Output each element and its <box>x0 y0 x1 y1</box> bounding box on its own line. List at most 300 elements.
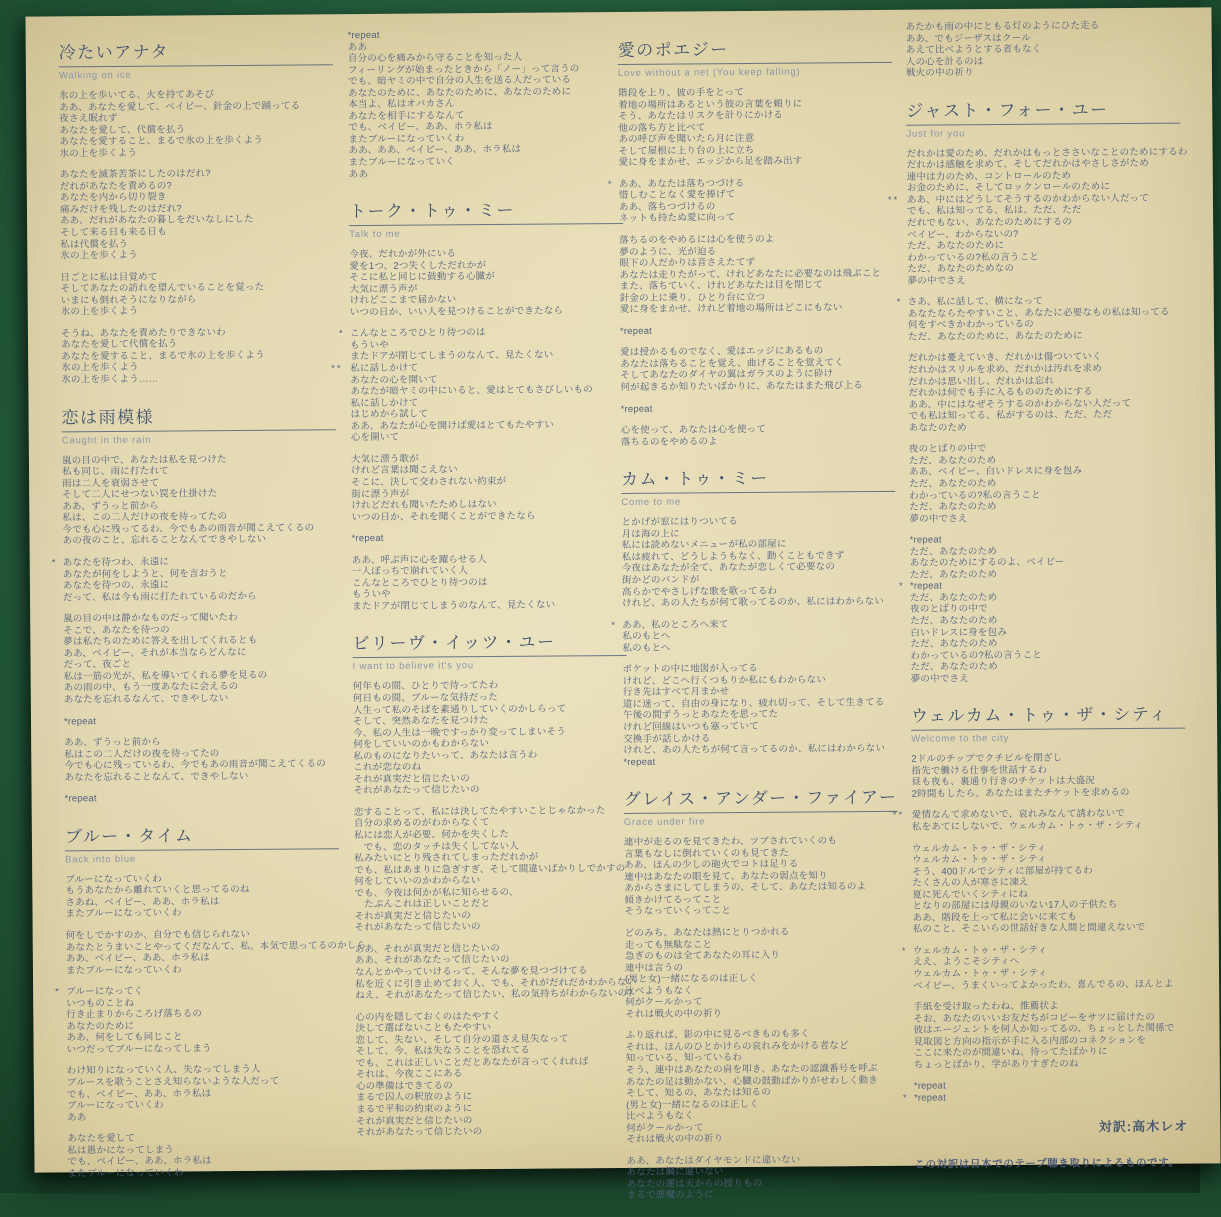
stanza <box>62 453 337 548</box>
song-title: ジャスト・フォー・ユー <box>906 94 1180 125</box>
stanza <box>65 928 367 977</box>
lyric-line: 夏に死んでいくシティにね <box>912 888 1029 901</box>
stanza <box>64 735 338 783</box>
lyric-line: あなたならたやすいこと、あなたに必要なもの私は知ってる <box>907 306 1170 320</box>
lyric-line: あたかも雨の中にともる灯のようにひた走る <box>905 20 1100 33</box>
lyric-line: 月は海の上に <box>621 528 680 540</box>
lyric-line: けれど回線はいつも塞っていて <box>623 720 759 733</box>
lyric-line: 連中が走るのを見てきたわ、ツブされていくのも <box>623 835 838 849</box>
lyric-line: 氷の上を歩くよう <box>60 306 139 318</box>
song-title: トーク・トゥ・ミー <box>349 195 623 226</box>
lyric-line: 氷の上を歩いてる、火を持てあそび <box>59 89 215 102</box>
lyric-line: * ああ、私のところへ来て <box>611 618 729 631</box>
lyric-columns <box>25 7 1220 1202</box>
lyric-line: 見取図と方向の指示が手に入る内部のコネクションを <box>913 1034 1147 1048</box>
lyric-line: お金のために、そしてロックンロールのために <box>906 181 1111 195</box>
song-title: グレイス・アンダー・ファイアー <box>624 783 898 814</box>
lyric-line: 階段を上り、彼の手をとって <box>618 87 745 100</box>
lyric-line: それは戦火の中の祈り <box>625 1008 723 1020</box>
song-subtitle: Come to me <box>621 496 682 509</box>
lyric-line: あなたのために <box>66 1020 135 1033</box>
lyric-line: そして来る日も来る日も <box>60 226 167 239</box>
chorus-marker: * <box>55 986 60 998</box>
lyric-line: ただ、あなたのため <box>910 591 998 604</box>
lyric-line: だって、私は今も雨に打たれているのだから <box>62 590 257 603</box>
stanza <box>65 791 339 805</box>
lyric-line: たぶんこれは正しいことだと <box>354 898 491 911</box>
lyric-line: あの夜のこと、忘れることなんてできやしない <box>62 534 267 547</box>
lyric-line: でも、これは正しいことだとあなたが言ってくれれば <box>355 1056 589 1069</box>
lyric-line: 愛に身をまかせ、けれど着地の場所はどこにもない <box>619 302 843 316</box>
lyric-line: 私みたいにとり残されてしまっただれかが <box>354 851 539 865</box>
lyric-line: 決して選ばないこともたやすい <box>355 1022 492 1035</box>
lyric-line: 行き先はすべて月まかせ <box>622 686 730 699</box>
lyric-line: 針金の上に乗り、ひとり台に立つ <box>619 291 766 304</box>
lyric-line: ああ、それが真実だと信じたいの <box>354 942 500 956</box>
lyric-line: * *repeat <box>902 1092 947 1104</box>
chorus-marker: * <box>51 557 56 569</box>
stanza <box>912 841 1187 936</box>
lyric-line: ブルーになっていくわ <box>65 873 162 886</box>
lyric-line: そお、あなたのいいお友だちがコピーをサツに届けたの <box>913 1011 1155 1025</box>
lyric-line: あえて比べようとする者もなく <box>905 43 1042 56</box>
lyric-line: あなたのためにするのよ、ベイビー <box>909 556 1065 569</box>
lyric-line: * さあ、私に話して、横になって <box>896 295 1044 309</box>
lyric-line: 連中はあなたの眼を見て、あなたの弱点を知り <box>624 870 828 883</box>
chorus-marker: ** <box>331 363 343 375</box>
lyric-line: ただ、あなたのためなの <box>907 263 1015 275</box>
lyric-line: 午後の間ずうっとあなたを思ってた <box>622 709 779 722</box>
lyric-line: ああ、あなたが心を開けば愛はとてもたやすい <box>350 419 555 432</box>
stanza <box>354 805 629 934</box>
stanza <box>621 515 896 610</box>
stanza <box>67 1064 341 1124</box>
lyric-line: でも、私は知ってる、私は、ただ、ただ <box>906 204 1082 218</box>
lyric-line: でも、ベイビー、ああ、ホラ私は <box>67 1155 212 1168</box>
lyric-line: ああ、あなたはダイヤモンドに違いない <box>626 1154 801 1167</box>
lyric-line: 昼も夜も、裏通り行きのチケットは大盛況 <box>911 775 1096 789</box>
lyric-line: あなたが何をしようと、何を言おうと <box>62 567 228 580</box>
lyric-line: あなたは落ちることを覚え、曲げることを覚えてく <box>620 357 844 370</box>
chorus-marker: * <box>611 619 616 631</box>
lyric-line: 氷の上を歩くよう…… <box>61 373 159 386</box>
lyric-line: 私のもとへ <box>622 630 671 643</box>
song-subtitle: Love without a net (You keep falling) <box>617 66 801 80</box>
lyric-line: ただ、あなたのために <box>907 240 1005 252</box>
lyric-line: それが真実だと信じたいの <box>353 773 470 785</box>
lyric-line: *repeat <box>63 715 97 727</box>
lyric-line: だれかは感触を求めて、そしてだれかはやさしさがため <box>906 158 1150 172</box>
lyric-line: ああ、あなたを愛して、ベイビー、針金の上で踊ってる <box>59 100 301 113</box>
lyric-line: *repeat <box>909 534 942 546</box>
song-block <box>331 195 626 613</box>
lyric-line: *repeat <box>913 1080 946 1093</box>
lyric-line: 雨は二人を衰弱させて <box>62 477 160 490</box>
lyric-line: あなたを愛すること、まるで氷の上を歩くよう <box>59 135 264 148</box>
lyric-line: 2時間もしたら、あなたはまたチケットを求めるの <box>911 786 1130 800</box>
lyric-line: 氷の上を歩くよう <box>59 147 138 160</box>
lyric-line: そしてあなたの訪れを望んでいることを覚った <box>60 282 265 295</box>
lyric-line: またブルーになっていくわ <box>348 133 465 146</box>
lyric-line: そして、知るの、あなたは知るの <box>625 1086 771 1100</box>
lyric-line: そう、あなたはリスクを計りにかける <box>618 109 784 123</box>
stanza <box>892 808 1186 833</box>
lyric-line: だれかは思い出し、だれかは忘れ <box>908 375 1054 388</box>
lyric-line: ただ、あなたのため <box>910 638 998 650</box>
stanza <box>353 679 628 797</box>
stanza <box>65 872 339 920</box>
lyric-line: もういや <box>351 589 391 601</box>
lyric-line: それがあなたって信じたいの <box>356 1126 483 1139</box>
stanza <box>909 442 1184 525</box>
stanza <box>621 401 895 415</box>
lyric-line: 今、私の人生は一晩ですっかり変ってしまいそう <box>353 726 566 739</box>
lyric-line: そこに、決して交わされない約束が <box>351 475 507 489</box>
lyric-line: ちょっとばかり、学がありすぎたのね <box>913 1058 1079 1071</box>
lyric-line: あなたのため <box>908 422 967 434</box>
song-title: 愛のポエジー <box>618 34 892 65</box>
lyric-line: ネットも持たぬ愛に向って <box>619 212 736 225</box>
lyric-line: でも、ベイビー、ああ、ホラ私は <box>348 121 493 134</box>
lyric-line: 街かどのバンドが <box>621 574 700 586</box>
lyric-line: けれど、あの人たちが何て歌ってるのか、私にはわからない <box>622 595 885 610</box>
lyric-line: ああ、中にはなぜそうするのかわからない人だって <box>908 397 1132 411</box>
lyric-line: ウェルカム・トゥ・ザ・シティ <box>912 967 1048 980</box>
lyric-line: *repeat <box>619 325 653 337</box>
lyric-line: 何日もの間、ブルーな気持だった <box>352 691 499 705</box>
lyric-line: ああ、ああ、ベイビー、ああ、ホラ私は <box>348 144 522 157</box>
lyric-line: ** 愛情なんて求めないで、哀れみなんて誘わないで <box>892 808 1126 822</box>
cont-block <box>348 28 623 180</box>
lyric-line: 氷の上を歩くよう <box>60 249 139 262</box>
lyric-line: 人生って私のそばを素通りしていくのかしらって <box>352 702 567 716</box>
lyric-line: なんとかやっていけるって、そんな夢を見つづけてる <box>354 965 588 979</box>
lyric-line: 恋して、失ない、そして自分の道さえ見失なって <box>355 1033 569 1046</box>
lyric-line: * ああ、あなたは落ちつづける <box>607 177 745 190</box>
lyric-line: ただ、あなたのため <box>910 615 998 627</box>
lyric-line: あなたを忘れるなんて、できやしない <box>63 693 229 706</box>
song-subtitle: Back into blue <box>65 853 137 866</box>
lyric-line: ああ、ベイビー、それが本当ならどんなに <box>63 646 247 660</box>
lyric-line: ああ <box>348 168 369 180</box>
stanza <box>624 835 899 918</box>
lyric-line: そこに私と同じに鼓動する心臓が <box>349 271 496 284</box>
lyric-column <box>607 10 900 1212</box>
lyric-line: だれでもない、あなたのためにするの <box>907 216 1073 229</box>
lyric-line: 何をしでかすのか、自分でも信じられない <box>65 928 251 942</box>
song-block <box>352 627 637 1139</box>
translation-note: この対訳は日本でのテープ聴き取りによるものです。 <box>914 1157 1180 1172</box>
song-block <box>624 783 901 1202</box>
lyric-line: 私をあてにしないで、ウェルカム・トゥ・ザ・シティ <box>911 819 1144 833</box>
lyric-line: ベイビー、うまくいってよかったわ、喜んでるの、ほんとよ <box>913 978 1174 992</box>
stanza <box>913 1000 1188 1071</box>
stanza <box>898 533 1185 685</box>
lyric-line: でも、恋のタッチは失くしてない人 <box>353 840 519 853</box>
lyric-line: またブルーになっていくわ <box>67 1167 184 1180</box>
lyric-line: 心の内を隠しておくのはたやすく <box>355 1010 501 1023</box>
stanza <box>63 611 338 706</box>
lyric-line: ブルーになっていくわ <box>66 1099 164 1112</box>
stanza <box>64 714 338 728</box>
lyric-line: 自分の心を痛みから守ることを知った人 <box>347 51 523 65</box>
lyric-line: 自分の求めるのがわからなくて <box>353 817 490 830</box>
stanza <box>625 926 900 1021</box>
song-title: ブルー・タイム <box>65 820 339 851</box>
lyric-line: ここに来たのが間違いね、待ってたばかりに <box>913 1046 1108 1060</box>
song-block <box>59 36 336 386</box>
lyric-line: 愛に身をまかせ、エッジから足を踏み出す <box>618 155 803 169</box>
lyric-line: 戦火の中の祈り <box>905 67 974 79</box>
lyric-line: わかっているの?私の言うこと <box>907 251 1040 264</box>
lyric-line: 愛は授かるものでなく、愛はエッジにあるもの <box>620 345 824 359</box>
stanza <box>611 617 896 654</box>
stanza <box>621 423 895 448</box>
stanza <box>352 553 626 613</box>
lyric-line: いまにも倒れそうになりながら <box>60 294 197 307</box>
lyric-line: 何をすべきかわかっているの <box>907 319 1034 332</box>
song-block <box>892 700 1188 1104</box>
lyric-line: ああ、呼ぶ声に心を躍らせる人 <box>351 553 487 566</box>
lyric-line: ああ、だれがあなたの暮しをだいなしにした <box>60 214 254 227</box>
stanza <box>619 233 894 316</box>
chorus-marker: * <box>896 297 901 309</box>
lyric-line: またブルーになっていく <box>348 156 456 169</box>
lyric-line: とかげが窓にはりついてる <box>621 516 738 529</box>
lyric-line: 氷の上を歩くよう <box>61 362 139 374</box>
stanza <box>618 86 893 169</box>
lyric-line: 夢の中でさえ <box>909 512 968 525</box>
lyric-line: * あなたを待つわ、永遠に <box>51 556 170 569</box>
lyric-line: 連中は力のため、コントロールのため <box>906 170 1072 183</box>
lyric-column <box>331 12 637 1149</box>
lyric-line: ** 私に話しかけて <box>331 362 419 375</box>
lyric-line: 私を近くに引き止めておく人、でも、それがだれだかわからない <box>355 976 637 990</box>
lyric-line: ただ、あなたのため <box>910 661 998 673</box>
lyric-line: ** ああ、中にはどうしてそうするのかわからない人だって <box>887 192 1150 206</box>
stanza <box>911 752 1185 800</box>
lyric-line: わけ知りになっていく人、失なってしまう人 <box>66 1064 261 1077</box>
lyric-line: ああ <box>347 41 368 53</box>
lyric-line: まるで平和の約束のように <box>356 1103 473 1116</box>
lyric-line: 交換手が話しかける <box>623 732 711 745</box>
lyric-line: 夢のように、光が迫る <box>619 245 717 258</box>
lyric-line: * *repeat <box>898 580 943 593</box>
lyric-line: ブルースを歌うことさえ知らないような人だって <box>66 1075 280 1089</box>
lyric-line: 落ちるのをやめるには心を使うのよ <box>619 233 775 247</box>
chorus-marker: * <box>898 581 903 593</box>
chorus-marker: * <box>338 328 343 340</box>
lyric-line: 夜さえ眠れず <box>59 113 118 125</box>
lyric-line: でも、私はあまりに急ぎすぎ、そして間違いばかりしでかすの <box>354 862 626 876</box>
stanza <box>906 20 1180 80</box>
lyric-line: だって、夜ごと <box>63 659 132 671</box>
song-title: ビリーヴ・イッツ・ユー <box>352 627 626 658</box>
lyric-line: 恋することって、私には決してたやすいことじゃなかった <box>353 805 606 819</box>
lyric-line: 私には恋人が必要、何かを失くした <box>353 828 510 842</box>
lyric-line: 嵐の目の中で、あなたは私を見つけた <box>61 453 227 466</box>
lyric-line: でも私は知ってる、私がするのは、ただ、ただ <box>908 409 1113 422</box>
song-subtitle: Just for you <box>906 128 966 140</box>
lyric-line: ベイビー、わからないの? <box>907 228 1019 241</box>
stanza <box>51 555 337 603</box>
lyric-line: 落ちるのをやめるのよ <box>620 435 718 448</box>
song-title: ウェルカム・トゥ・ザ・シティ <box>911 700 1185 731</box>
lyric-line: だれかは愛のため、だれかはもっとささいなことのためにするわ <box>906 146 1188 160</box>
song-subtitle: Welcome to the city <box>911 733 1010 745</box>
lyric-line: そして、突然あなたを見つけた <box>352 715 489 728</box>
lyric-line: だれがあなたを責めるの? <box>59 180 173 193</box>
song-block <box>611 463 897 768</box>
lyric-line: ええ、ようこそシティへ <box>912 956 1020 969</box>
lyric-line: ただ、あなたのため <box>909 545 998 558</box>
lyric-line: 何をしていいのかわからない <box>354 875 481 888</box>
lyric-line: ああ、ベイビー、白いドレスに身を包み <box>909 465 1083 479</box>
stanza <box>55 984 341 1056</box>
lyric-line: あなたの心を開いて <box>350 374 438 386</box>
lyric-line: そう、連中はあなたの肩を叩き、あなたの認識番号を呼ぶ <box>625 1063 878 1076</box>
lyric-line: ああ、ベイビー、ああ、ホラ私は <box>65 952 210 965</box>
lyric-line: 心を使って、あなたは心を使って <box>620 423 767 437</box>
lyric-column <box>51 14 367 1189</box>
lyric-line: また、落ちていく、けれどあなたは目を閉じて <box>619 279 824 293</box>
song-subtitle: Walking on ice <box>58 69 132 82</box>
lyric-line: 何がクールかって <box>626 1122 704 1134</box>
stanza <box>349 247 624 318</box>
lyric-line: そしてあなたのダイヤの翼はガラスのように砕け <box>620 368 834 382</box>
lyric-line: 走っても無駄なこと <box>624 938 713 951</box>
lyric-line: 何をしていいのかもわからない <box>353 738 490 751</box>
lyric-line: いつの日か、それを聞くことができたなら <box>351 510 536 523</box>
lyric-line: どのみち、あなたは熱にとりつかれる <box>624 926 790 939</box>
lyric-line: そうなっていくってこと <box>624 905 732 918</box>
lyric-line: それがあなたって信じたいの <box>353 784 480 797</box>
lyric-line: そこで、あなたを待つの <box>63 624 170 637</box>
song-block <box>607 34 895 448</box>
lyric-line: 何が起きるか知りたいばかりに、あなたはまた飛び上る <box>620 380 863 394</box>
lyric-line: 手紙を受け取ったわね、推薦状よ <box>913 1000 1059 1013</box>
lyric-line: 愛を1つ、2つ失くしただれかが <box>349 259 487 272</box>
lyric-line: 私のもとへ <box>622 642 671 654</box>
lyric-line: 夜のとばりの中で <box>910 603 988 616</box>
lyric-line: 行き止まりからころげ落ちるの <box>66 1008 203 1021</box>
lyric-line: 連中は言うの <box>624 962 684 974</box>
lyric-line: いつだってブルーになってしまう <box>66 1043 212 1056</box>
lyric-line: 大気に漂う歌が <box>350 453 419 465</box>
lyric-line: 私には読めないメニューが私の部屋に <box>621 539 787 552</box>
lyric-line: ただ、あなたのため <box>909 478 997 490</box>
lyric-line: そして、今、私は失なうことを恐れてる <box>355 1045 531 1058</box>
lyric-line: あなたを忘れることなんて、できやしない <box>64 770 249 784</box>
lyric-line: だれかはスリルを求め、だれかは汚れを求め <box>908 363 1102 376</box>
lyric-line: 彼はエージェントを何人か知ってるの、ちょっとした関係で <box>913 1022 1175 1036</box>
lyric-line: 夢の中でさえ <box>907 275 966 287</box>
lyric-line: 白いドレスに身を包み <box>910 626 1008 639</box>
lyric-line: それが真実だと信じたいの <box>354 910 472 922</box>
lyric-line: ただ、あなたのため <box>909 568 998 581</box>
lyric-line: そうね、あなたを責めたりできないわ <box>60 326 226 340</box>
lyric-line: さあね、ベイビー、ああ、ホラ私は <box>65 896 220 909</box>
lyric-line: 今夜はあなたが全て、あなたが恋しくて必要なの <box>621 561 836 575</box>
lyric-line: もうあなたから離れていくと思ってるのね <box>65 884 250 897</box>
lyric-line: あなたの足は動かない、心臓の鼓動ばかりがせわしく動き <box>625 1074 879 1088</box>
lyric-line: ああ、何をしても同じこと <box>66 1031 183 1044</box>
lyric-line: 街に漂う声が <box>351 488 410 500</box>
lyric-line: 指先で働ける仕事を世話するわ <box>911 764 1048 777</box>
lyric-line: こんなところでひとり待つのは <box>351 576 488 589</box>
stanza <box>354 942 637 1002</box>
lyric-line: 痛みだけを残したのはだれ? <box>59 203 182 216</box>
chorus-marker: ** <box>892 810 905 822</box>
lyric-line: 私は疲れて、どうしようもなく、動くこともできず <box>621 550 845 563</box>
lyric-sheet-paper <box>25 7 1220 1202</box>
lyric-line: 急ぎのものは全てあなたの耳に入り <box>624 949 781 963</box>
lyric-line: 人の心を計るのは <box>905 55 984 68</box>
lyric-line: あなたを滅茶苦茶にしたのはだれ? <box>59 168 211 181</box>
stanza <box>626 1154 900 1202</box>
lyric-line: これが恋なのね <box>353 761 422 774</box>
stanza <box>331 326 625 444</box>
stanza <box>908 351 1183 434</box>
lyric-line: あの呼び声を聞いたら月に注意 <box>618 133 755 146</box>
lyric-line: 何年もの間、ひとりで待ってたわ <box>352 680 499 693</box>
lyric-line: 2ドルのチップでクチビルを閉ざし <box>911 752 1063 765</box>
song-title: カム・トゥ・ミー <box>621 463 895 494</box>
song-subtitle: Talk to me <box>349 228 401 241</box>
lyric-line: あなたを相手にするなんて <box>348 110 465 122</box>
lyric-line: けれど、どこへ行くつもりか私にもわからない <box>622 674 827 687</box>
lyric-line: ポケットの中に地図が入ってる <box>622 663 758 676</box>
lyric-line: あなたの運は天からの授りもの <box>626 1177 763 1190</box>
lyric-line: またドアが閉じてしまうのなんて、見たくない <box>350 350 554 363</box>
lyric-line: 比べようもなく <box>625 985 694 997</box>
lyric-line: けれどここまで届かない <box>349 294 457 307</box>
lyric-line: *repeat <box>347 29 380 42</box>
song-block <box>887 94 1188 685</box>
lyric-line: ねえ、それがあなたって信じたい、私の気持ちがわからないの? <box>355 988 633 1002</box>
lyric-line: それは、今夜ここにある <box>355 1068 463 1081</box>
lyric-line: あなたを愛して <box>67 1133 136 1145</box>
lyric-line: もういや <box>350 339 389 352</box>
lyric-line: *repeat <box>623 756 656 768</box>
stanza <box>348 28 623 180</box>
lyric-line: 眼下の人だかりは音さえたてず <box>619 257 756 270</box>
lyric-line: 高らかでやさしげな歌を歌ってるわ <box>621 585 778 598</box>
lyric-line: 私は代償を払う <box>60 238 129 250</box>
lyric-line: それが真実だと信じたいの <box>356 1114 473 1127</box>
lyric-line: でも、今夜は何かが私に知らせるの、 <box>354 886 519 899</box>
lyric-line: あなたは鋼に違いない <box>626 1166 724 1179</box>
lyric-line: *repeat <box>64 793 97 805</box>
lyric-line: 一人ぼっちで崩れていく人 <box>351 565 469 578</box>
lyric-line: ああ、ずうっと前から <box>64 736 161 749</box>
chorus-marker: ** <box>887 194 900 206</box>
lyric-line: あの雨の中、もう一度あなたに会えるの <box>63 681 239 694</box>
lyric-line: 本当よ、私はオバカさん <box>348 98 455 111</box>
lyric-line: 私のものになりたいって、あなたは言うわ <box>353 749 538 762</box>
lyric-line: いつものことね <box>66 997 135 1010</box>
lyric-line: ウェルカム・トゥ・ザ・シティ <box>911 842 1047 855</box>
stanza <box>902 1079 1188 1104</box>
stanza <box>887 146 1188 287</box>
song-title: 冷たいアナタ <box>59 36 333 67</box>
lyric-line: 惜しむことなく愛を捧げて <box>618 189 736 202</box>
lyric-line: 私に話しかけて <box>350 397 419 409</box>
lyric-line: そして屋根に上り台の上に立ち <box>618 144 755 157</box>
lyric-line: ただ、あなたのため <box>909 501 997 513</box>
lyric-line: * ウェルカム・トゥ・ザ・シティ <box>901 944 1048 957</box>
lyric-line: あなたを内から切り裂き <box>59 191 167 204</box>
